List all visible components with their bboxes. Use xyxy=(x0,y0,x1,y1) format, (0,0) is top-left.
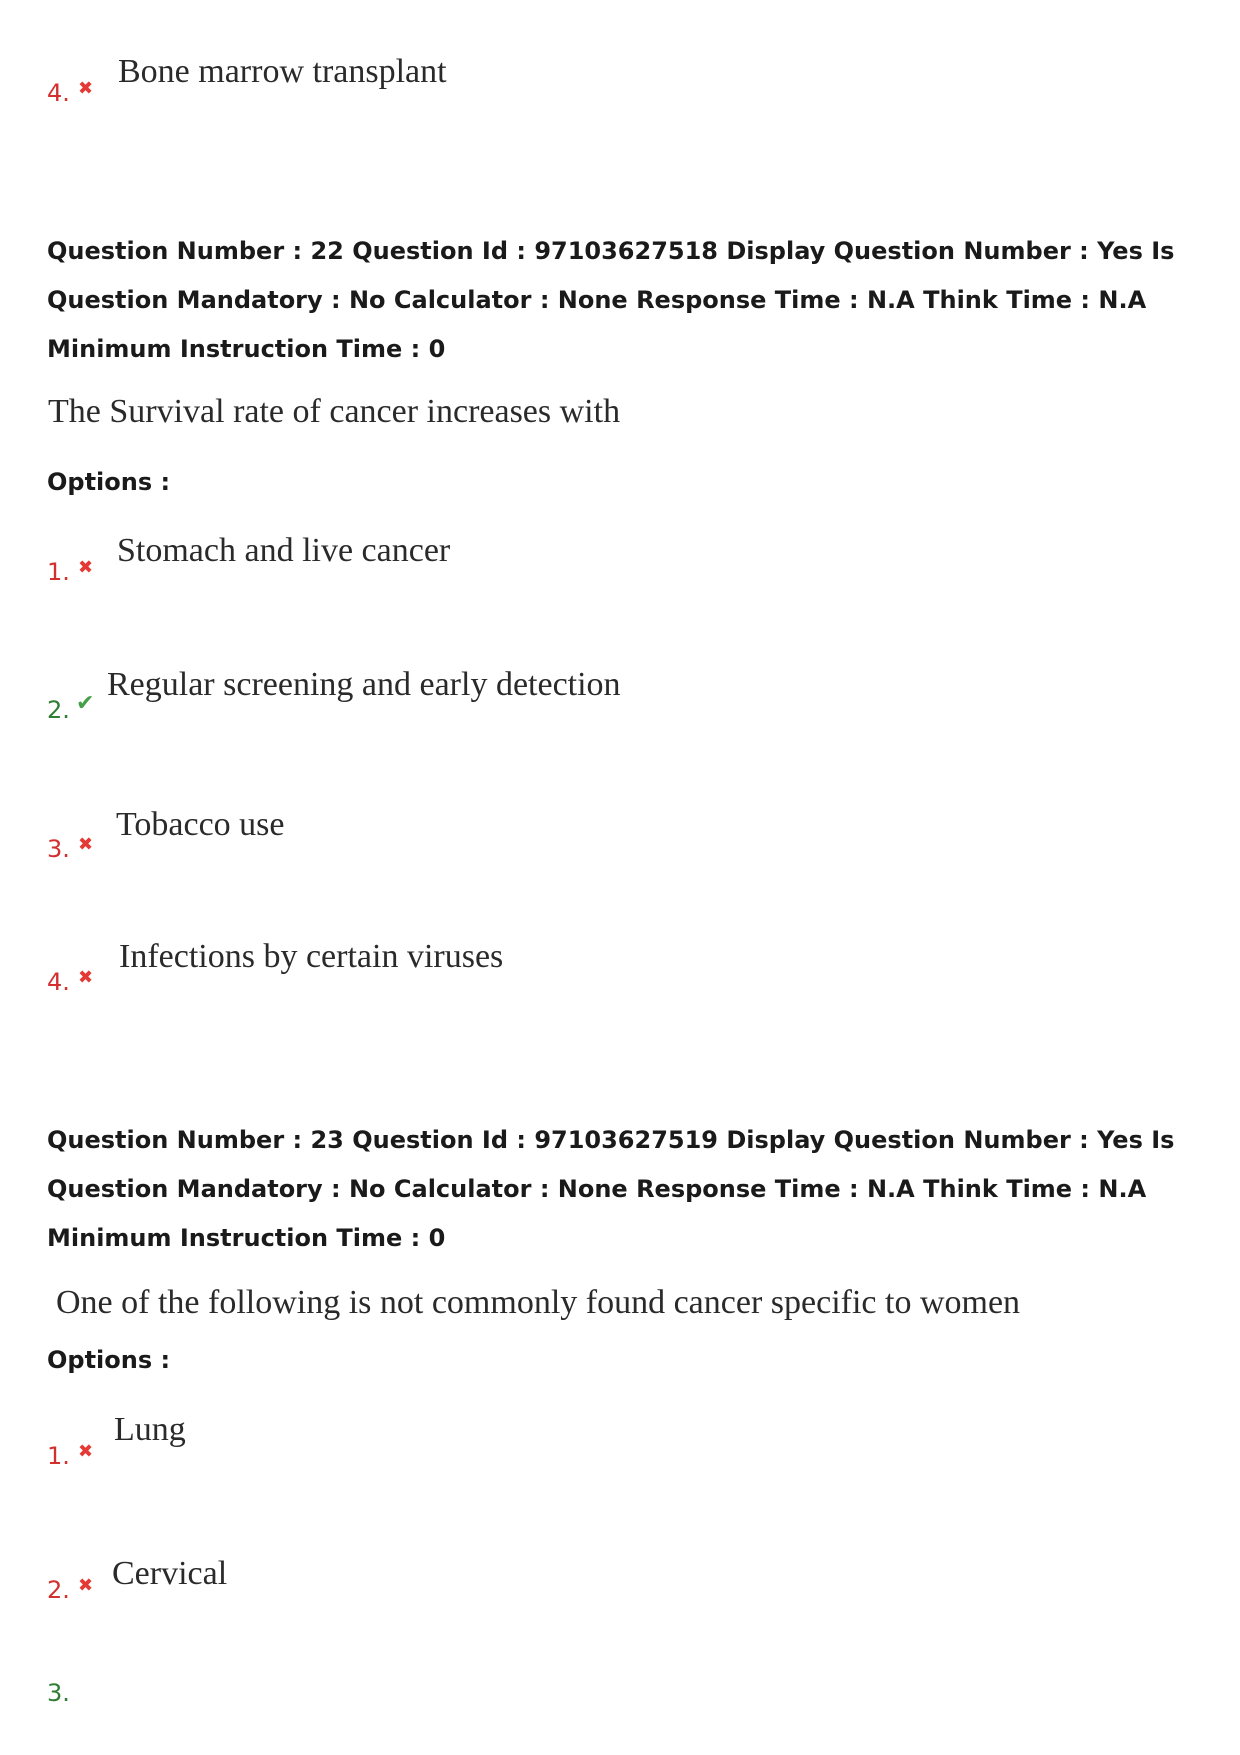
options-label: Options : xyxy=(47,468,171,496)
cross-icon: ✖ xyxy=(78,834,94,855)
option-number: 1. xyxy=(47,558,70,586)
option-text: Cervical xyxy=(112,1555,228,1592)
question-meta: Question Number : 22 Question Id : 97103627518 Display Question Number : Yes Is Question Mandatory : No Calculator : None Response Time : N.A Think Time : N.A Minimum Instruction Time : 0 xyxy=(47,237,1175,363)
option-number: 3. xyxy=(47,835,70,863)
option-number: 2. xyxy=(47,1576,70,1604)
option-number: 3. xyxy=(47,1679,70,1707)
option-text: Regular screening and early detection xyxy=(107,666,621,703)
option-text: Stomach and live cancer xyxy=(117,532,451,569)
cross-icon: ✖ xyxy=(78,1441,94,1462)
cross-icon: ✖ xyxy=(78,78,94,99)
options-label: Options : xyxy=(47,1346,171,1374)
option-number: 2. xyxy=(47,696,70,724)
question-text: The Survival rate of cancer increases with xyxy=(48,393,621,430)
cross-icon: ✖ xyxy=(78,967,94,988)
check-icon: ✔ xyxy=(76,691,95,716)
option-text: Tobacco use xyxy=(116,806,285,843)
cross-icon: ✖ xyxy=(78,557,94,578)
option-text: Infections by certain viruses xyxy=(119,938,504,975)
option-text: Lung xyxy=(114,1411,186,1448)
option-text: Bone marrow transplant xyxy=(118,53,447,90)
option-number: 4. xyxy=(47,968,70,996)
option-number: 4. xyxy=(47,79,70,107)
question-meta: Question Number : 23 Question Id : 97103627519 Display Question Number : Yes Is Question Mandatory : No Calculator : None Response Time : N.A Think Time : N.A Minimum Instruction Time : 0 xyxy=(47,1126,1175,1252)
option-number: 1. xyxy=(47,1442,70,1470)
cross-icon: ✖ xyxy=(78,1575,94,1596)
question-text: One of the following is not commonly found cancer specific to women xyxy=(56,1284,1021,1321)
